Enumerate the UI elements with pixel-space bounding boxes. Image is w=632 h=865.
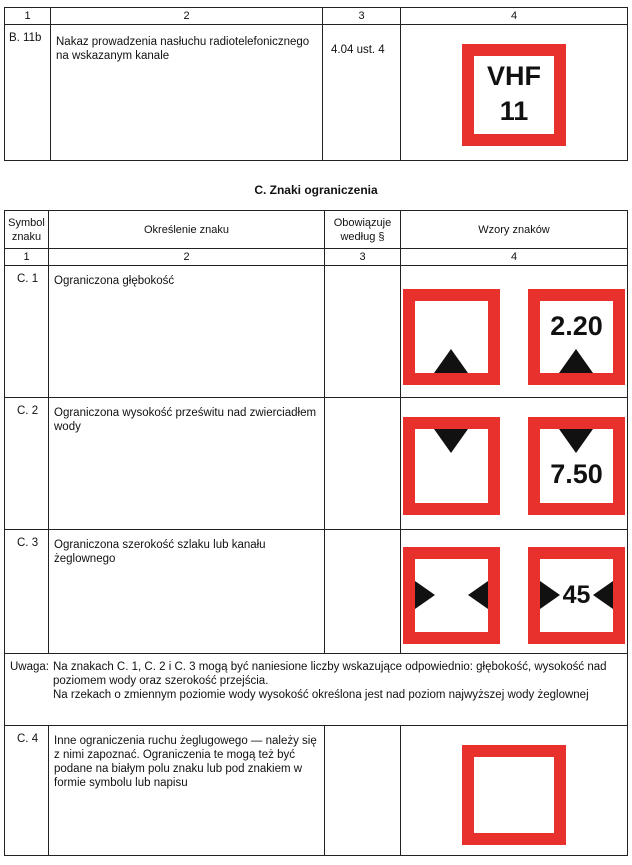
width-value: 45 [562, 581, 591, 609]
header-signs: Wzory znaków [401, 211, 628, 249]
col-number: 2 [51, 8, 323, 25]
sign-description: Ograniczona wysokość prześwitu nad zwierciadłem wody [49, 398, 325, 530]
sign-reference [325, 398, 401, 530]
note [5, 654, 628, 726]
note-label: Uwaga: [10, 661, 49, 673]
width-sign-blank [403, 547, 500, 644]
note-line1: Na znakach C. 1, C. 2 i C. 3 mogą być naniesione liczby wskazujące odpowiednio: głębokość, wysokość nad poziomem wody oraz szerokość przejścia. [53, 661, 607, 687]
sign-reference [325, 266, 401, 398]
depth-sign-blank [403, 289, 500, 385]
sign-symbol: B. 11b [5, 25, 51, 161]
triangle-right-icon [415, 581, 435, 609]
clearance-sign-value [528, 417, 625, 515]
clearance-sign-blank [403, 417, 500, 515]
width-sign-value [528, 547, 625, 644]
triangle-left-icon [593, 581, 613, 609]
header-description: Określenie znaku [49, 211, 325, 249]
sign-description: Ograniczona głębokość [49, 266, 325, 398]
vhf-sign-line1: VHF [487, 61, 541, 91]
col-number: 3 [323, 8, 401, 25]
other-restrictions-sign [462, 745, 566, 845]
sign-description: Ograniczona szerokość szlaku lub kanału żeglownego [49, 530, 325, 654]
note-row [5, 654, 628, 726]
depth-sign-value [528, 289, 625, 385]
col-number: 1 [5, 249, 49, 266]
depth-value: 2.20 [550, 311, 603, 341]
col-number: 2 [49, 249, 325, 266]
sign-reference [325, 726, 401, 856]
vhf-sign [462, 44, 566, 146]
vhf-sign-line2: 11 [499, 96, 529, 126]
sign-symbol: C. 2 [5, 398, 49, 530]
triangle-up-icon [559, 349, 593, 373]
triangle-left-icon [468, 581, 488, 609]
triangle-down-icon [434, 429, 468, 453]
col-number: 4 [401, 249, 628, 266]
sign-reference [325, 530, 401, 654]
clearance-value: 7.50 [550, 459, 603, 489]
sign-symbol: C. 3 [5, 530, 49, 654]
col-number: 4 [401, 8, 628, 25]
column-number-row [5, 8, 628, 25]
section-title: C. Znaki ograniczenia [254, 183, 378, 197]
sign-symbol: C. 1 [5, 266, 49, 398]
sign-description: Nakaz prowadzenia nasłuchu radiotelefonicznego na wskazanym kanale [51, 25, 323, 161]
header-reference: Obowiązuje według § [325, 211, 401, 249]
column-number-row [5, 249, 628, 266]
sign-description: Inne ograniczenia ruchu żeglugowego — należy się z nimi zapoznać. Ograniczenia te mogą też być podane na białym polu znaku lub pod znakiem w formie symbolu lub napisu [49, 726, 325, 856]
triangle-down-icon [559, 429, 593, 453]
header-symbol: Symbol znaku [5, 211, 49, 249]
col-number: 3 [325, 249, 401, 266]
header-row [5, 211, 628, 249]
sign-reference: 4.04 ust. 4 [323, 25, 401, 161]
triangle-up-icon [434, 349, 468, 373]
col-number: 1 [5, 8, 51, 25]
sign-symbol: C. 4 [5, 726, 49, 856]
note-line2: Na rzekach o zmiennym poziomie wody wysokość określona jest nad poziom najwyższej wody żeglownej [53, 689, 589, 701]
